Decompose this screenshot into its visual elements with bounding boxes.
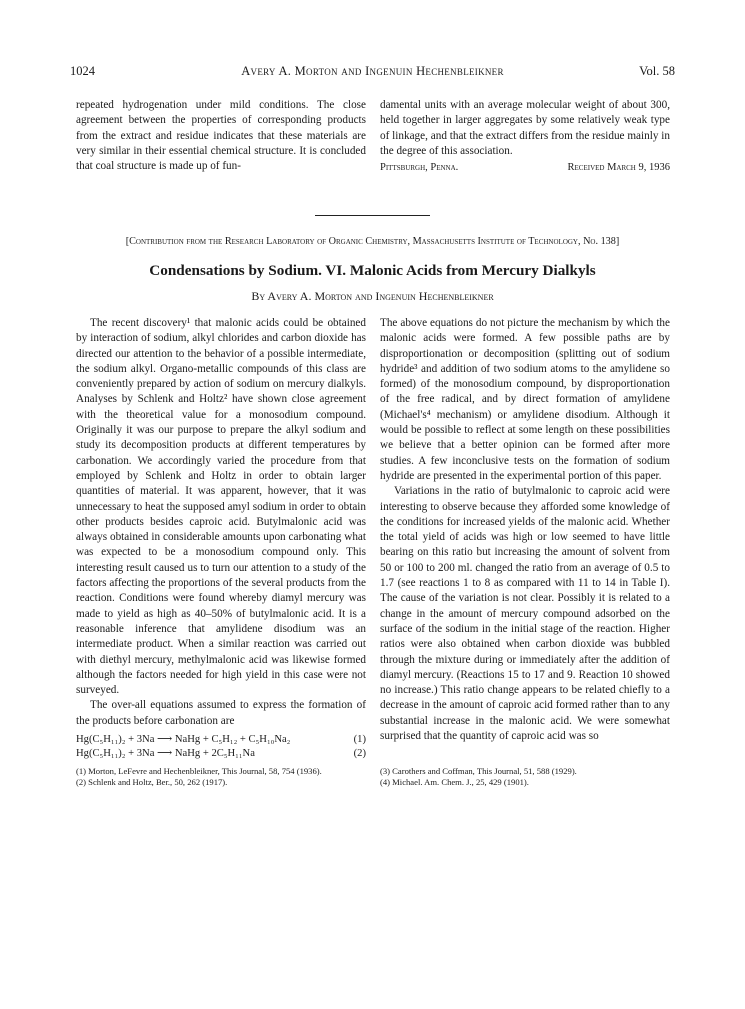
- footnote: (3) Carothers and Coffman, This Journal, 51, 588 (1929).: [380, 766, 577, 776]
- paragraph: Variations in the ratio of butylmalonic to caproic acid were interesting to observe because they afforded some knowledge of the conditions for increased yields of the malonic acid. Whether the total yield of acids was high or low seemed to have little bearing on this ratio but increasing the amount of solvent from 50 or 100 to 200 ml. changed the ratio from an average of 0.5 to 1.7 (see reactions 1 to 8 as compared with 11 to 14 in Table I). The cause of the variation is not clear. Possibly it is related to a change in the amount of mercury compound adsorbed on the surface of the sodium in the initial stage of the reaction. Higher ratios were also obtained when carbon dioxide was bubbled through the mixture during or immediately after the addition of diamyl mercury. (Reactions 15 to 17 and 9. Reaction 10 showed no increase.) This ratio change appears to be related chiefly to a decrease in the amount of caproic acid formed rather than to any substantial increase in the malonic acid. We were somewhat surprised that the quantity of caproic acid was so: [380, 485, 670, 743]
- running-title: Avery A. Morton and Ingenuin Hechenbleikner: [241, 64, 504, 78]
- footnotes-left: [76, 766, 366, 788]
- received-date: Received March 9, 1936: [567, 162, 670, 174]
- prev-article-text-right: damental units with an average molecular weight of about 300, held together in larger aggregates by some relatively weak type of linkage, and that the extract differs from the residue mainly in the degree of this association.: [380, 99, 670, 157]
- footnote: (2) Schlenk and Holtz, Ber., 50, 262 (1917).: [76, 777, 228, 787]
- paragraph: The over-all equations assumed to express the formation of the products before carbonation are: [76, 699, 366, 727]
- contribution-note: [Contribution from the Research Laboratory of Organic Chemistry, Massachusetts Institute of Technology, No. 138]: [125, 236, 620, 247]
- footnotes-right: [380, 766, 670, 788]
- equation-text: Hg(C₅H₁₁)₂ + 3Na ⟶ NaHg + 2C₅H₁₁Na: [76, 747, 255, 759]
- equation-number: (1): [353, 734, 366, 745]
- paragraph: The recent discovery¹ that malonic acids could be obtained by interaction of sodium, alkyl chlorides and carbon dioxide has directed our attention to the behavior of a possible intermediate, the sodium alkyl. Organo-metallic compounds of this class are conveniently prepared by action of sodium on mercury dialkyls. Analyses by Schlenk and Holtz² have shown close agreement with the theoretical value for a monosodium compound. Originally it was our purpose to prepare the alkyl sodium and study its decomposition products at different temperatures by carbonation. We accordingly varied the procedure from that employed by Schlenk and Holtz in order to obtain larger quantities of material. It was apparent, however, that it was unnecessary to heat the supposed amyl sodium in order to obtain other products besides caproic acid. Butylmalonic acid was always obtained in considerable amounts upon carbonating what was expected to be a monosodium compound only. This interesting result caused us to turn our attention to a study of the factors affecting the proportions of the several products from the reaction. Conditions were found whereby diamyl mercury was made to yield as high as 40–50% of butylmalonic acid. It is a reasonable inference that amylidene disodium was an intermediate product. When a similar reaction was carried out with diethyl mercury, methylmalonic acid was likewise formed although the factors needed for high yield in this case were not surveyed.: [76, 317, 366, 697]
- prev-article-left-column: [76, 98, 366, 174]
- location-label: Pittsburgh, Penna.: [380, 162, 459, 174]
- equations-block: [76, 733, 366, 760]
- page-number: 1024: [70, 64, 95, 78]
- footnote: (1) Morton, LeFevre and Hechenbleikner, This Journal, 58, 754 (1936).: [76, 766, 322, 776]
- section-divider: [315, 215, 430, 216]
- page-header: [70, 64, 675, 82]
- equation-number: (2): [353, 747, 366, 759]
- prev-article-right-column: [380, 98, 670, 175]
- prev-article-signature: [380, 160, 670, 175]
- equation: [76, 733, 366, 747]
- paragraph: The above equations do not picture the mechanism by which the malonic acids were formed. A few possible paths are by disproportionation or decomposition (splitting out of sodium hydride³ and addition of two sodium atoms to the amylidene so formed) of the monosodium compound, by disproportionation of the free radical, and by direct formation of amylidene (Michael's⁴ mechanism) or amylidene disodium. Although it would be possible to reflect at some length on these possibilities we believe that a better opinion can be formed after more studies. A few inconclusive tests on the formation of sodium hydride are presented in the experimental portion of this paper.: [380, 317, 670, 482]
- article-byline: By Avery A. Morton and Ingenuin Hechenbleikner: [251, 289, 494, 303]
- equation-text: Hg(C₅H₁₁)₂ + 3Na ⟶ NaHg + C₅H₁₂ + C₅H₁₀Na₂: [76, 734, 291, 745]
- article-title: Condensations by Sodium. VI. Malonic Acids from Mercury Dialkyls: [149, 262, 596, 279]
- body-left-column: [76, 316, 366, 729]
- footnote: (4) Michael. Am. Chem. J., 25, 429 (1901).: [380, 777, 529, 787]
- body-right-column: [380, 316, 670, 744]
- volume-label: Vol. 58: [639, 64, 675, 78]
- prev-article-text-left: repeated hydrogenation under mild conditions. The close agreement between the properties of corresponding products from the extract and residue indicates that these materials are very similar in their essential chemical structure. It is concluded that coal structure is made up of fun-: [76, 99, 366, 173]
- equation: [76, 747, 366, 761]
